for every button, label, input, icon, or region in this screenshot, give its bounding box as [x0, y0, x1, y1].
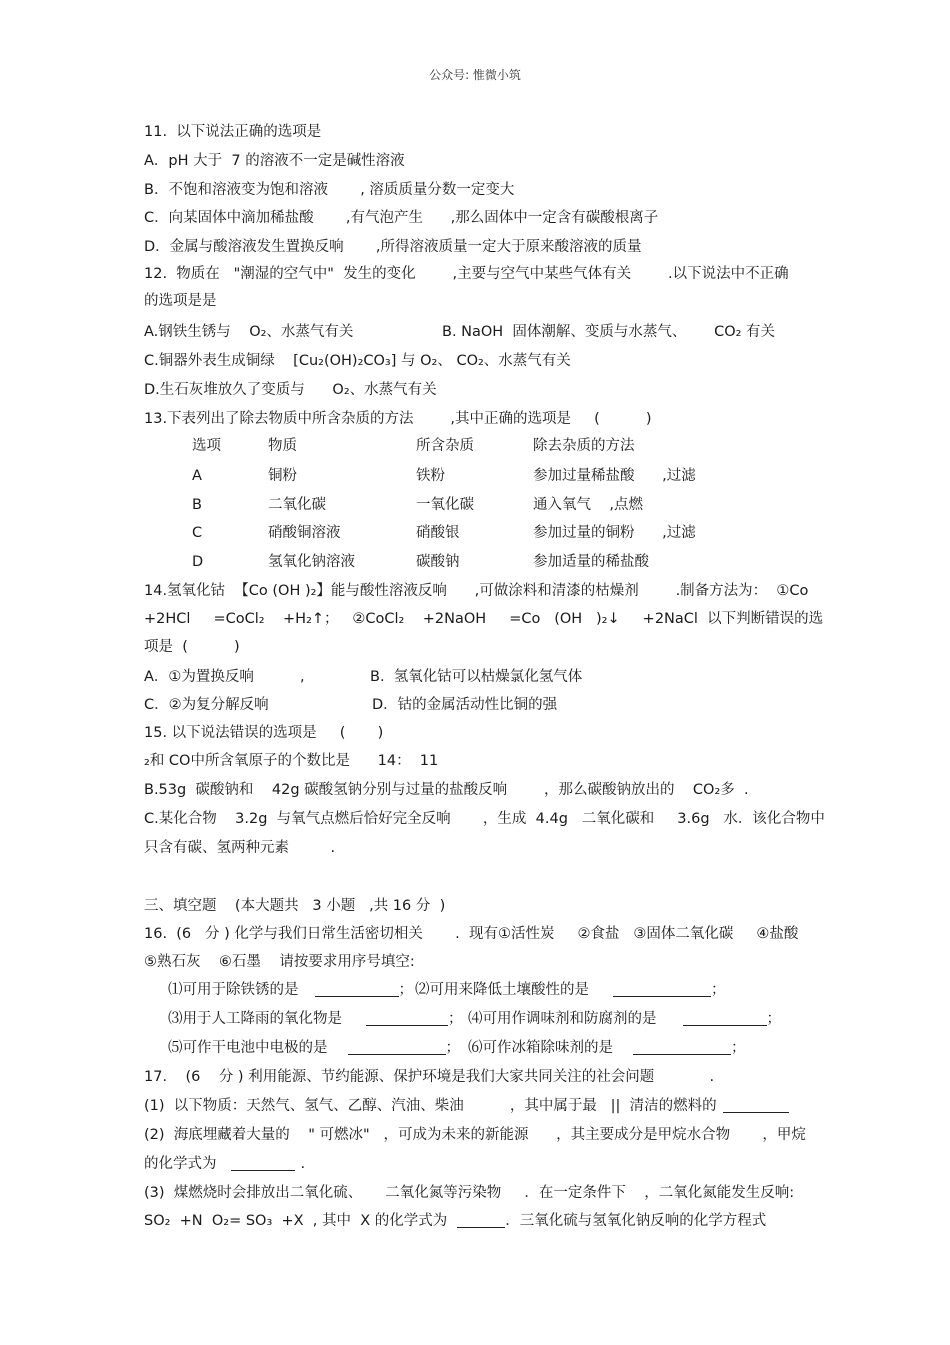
- answer-blank[interactable]: [315, 982, 399, 997]
- part-label: ⑴可用于除铁锈的是: [168, 982, 299, 998]
- q17-stem: 17. (6 分 ) 利用能源、节约能源、保护环境是我们大家共同关注的社会问题 .: [144, 1069, 715, 1085]
- part-text-end: ．三氧化硫与氢氧化钠反响的化学方程式: [505, 1213, 767, 1229]
- table-cell: 参加适量的稀盐酸: [533, 554, 649, 570]
- q11-option-a: A．pH 大于 7 的溶液不一定是碱性溶液: [144, 153, 405, 169]
- q16-part-1: [168, 981, 413, 999]
- table-header-cell: 所含杂质: [416, 438, 474, 454]
- answer-blank[interactable]: [348, 1040, 446, 1055]
- part-text: SO₂ +N O₂= SO₃ +X , 其中 X 的化学式为: [144, 1213, 448, 1229]
- q12-stem: 12. 物质在 "潮湿的空气中" 发生的变化 ,主要与空气中某些气体有关 .以下说法中不正确: [144, 266, 789, 282]
- q12-option-d: D.生石灰堆放久了变质与 O₂、水蒸气有关: [144, 382, 437, 398]
- table-cell: 碳酸钠: [416, 554, 460, 570]
- q11-option-b: B．不饱和溶液变为饱和溶液 , 溶质质量分数一定变大: [144, 182, 515, 198]
- separator: ；: [731, 1040, 746, 1056]
- q15-stem: 15. 以下说法错误的选项是 ( ): [144, 725, 384, 741]
- answer-blank[interactable]: [633, 1040, 731, 1055]
- q12-option-c: C.铜器外表生成铜绿 [Cu₂(OH)₂CO₃] 与 O₂、 CO₂、水蒸气有关: [144, 353, 571, 369]
- q15-option-c-cont: 只含有碳、氢两种元素 .: [144, 840, 336, 856]
- q14-option-a: A．①为置换反响 ,: [144, 669, 305, 685]
- answer-blank[interactable]: [457, 1213, 505, 1228]
- q17-part-2: (2) 海底埋藏着大量的 " 可燃冰" ，可成为未来的新能源 ，其主要成分是甲烷水合物 ，甲烷: [144, 1127, 806, 1143]
- q11-option-d: D．金属与酸溶液发生置换反响 ,所得溶液质量一定大于原来酸溶液的质量: [144, 239, 642, 255]
- table-cell: C: [192, 525, 203, 541]
- q16-part-5: [168, 1039, 460, 1057]
- q11-option-c: C．向某固体中滴加稀盐酸 ,有气泡产生 ,那么固体中一定含有碳酸根离子: [144, 210, 659, 226]
- q16-stem-cont: ⑤熟石灰 ⑥石墨 请按要求用序号填空:: [144, 954, 415, 970]
- separator: ；: [445, 1040, 460, 1056]
- answer-blank[interactable]: [613, 982, 711, 997]
- q14-stem: 14.氢氧化钴 【Co (OH )₂】能与酸性溶液反响 ,可做涂料和清漆的枯燥剂 .制备方法为： ①Co: [144, 583, 809, 599]
- table-cell: 氢氧化钠溶液: [268, 554, 355, 570]
- q12-option-a: A.钢铁生锈与 O₂、水蒸气有关: [144, 324, 354, 340]
- table-cell: 铁粉: [416, 468, 445, 484]
- answer-blank[interactable]: [366, 1011, 448, 1026]
- separator: ；: [398, 982, 413, 998]
- part-text: (1) 以下物质：天然气、氢气、乙醇、汽油、柴油 ，其中属于最 || 清洁的燃料的: [144, 1098, 717, 1114]
- section-title: 三、填空题 (本大题共 3 小题 ,共 16 分 ): [144, 898, 446, 914]
- q15-option-b: B.53g 碳酸钠和 42g 碳酸氢钠分别与过量的盐酸反响 ，那么碳酸钠放出的 CO₂多 .: [144, 782, 749, 798]
- q17-part-3: (3) 煤燃烧时会排放出二氧化硫、 二氧化氮等污染物 ．在一定条件下 ，二氧化氮能发生反响:: [144, 1185, 795, 1201]
- q14-stem-end: 项是 ( ): [144, 639, 240, 655]
- q11-stem: 11. 以下说法正确的选项是: [144, 124, 322, 140]
- part-label: ⑷可用作调味剂和防腐剂的是: [468, 1011, 657, 1027]
- q14-option-c: C．②为复分解反响: [144, 697, 269, 713]
- q17-part-2-cont: [144, 1155, 305, 1173]
- table-cell: 一氧化碳: [416, 497, 474, 513]
- table-cell: D: [192, 554, 204, 570]
- part-label: ⑸可作干电池中电极的是: [168, 1040, 328, 1056]
- q16-stem: 16. (6 分 ) 化学与我们日常生活密切相关 . 现有①活性炭 ②食盐 ③固体二氧化碳 ④盐酸: [144, 926, 799, 942]
- q14-option-b: B. 氢氧化钴可以枯燥氯化氢气体: [370, 669, 583, 685]
- answer-blank[interactable]: [723, 1098, 789, 1113]
- q12-stem-cont: 的选项是是: [144, 293, 217, 309]
- table-cell: 硝酸铜溶液: [268, 525, 341, 541]
- table-cell: 二氧化碳: [268, 497, 326, 513]
- q17-part-1: [144, 1097, 789, 1115]
- period: .: [300, 1156, 306, 1172]
- part-label: ⑹可作冰箱除味剂的是: [468, 1040, 613, 1056]
- table-cell: 参加过量稀盐酸 ,过滤: [533, 468, 696, 484]
- table-cell: 铜粉: [268, 468, 297, 484]
- part-label: ⑵可用来降低土壤酸性的是: [415, 982, 589, 998]
- table-header-cell: 物质: [268, 438, 297, 454]
- table-header-cell: 选项: [192, 438, 221, 454]
- table-cell: 硝酸银: [416, 525, 460, 541]
- answer-blank[interactable]: [683, 1011, 767, 1026]
- table-header-cell: 除去杂质的方法: [533, 438, 635, 454]
- q17-part-3-cont: [144, 1212, 766, 1230]
- q12-option-b: B. NaOH 固体潮解、变质与水蒸气、 CO₂ 有关: [442, 324, 776, 340]
- table-cell: 通入氧气 ,点燃: [533, 497, 644, 513]
- table-cell: 参加过量的铜粉 ,过滤: [533, 525, 696, 541]
- page-header: 公众号: 惟微小筑: [429, 68, 521, 82]
- q15-option-c: C.某化合物 3.2g 与氧气点燃后恰好完全反响 ，生成 4.4g 二氧化碳和 3.6g 水．该化合物中: [144, 811, 825, 827]
- q13-stem: 13.下表列出了除去物质中所含杂质的方法 ,其中正确的选项是 ( ): [144, 411, 652, 427]
- q16-part-6: [468, 1039, 746, 1057]
- q16-part-3: [168, 1010, 463, 1028]
- q16-part-4: [468, 1010, 781, 1028]
- separator: ；: [711, 982, 726, 998]
- table-cell: B: [192, 497, 202, 513]
- q14-stem-cont: +2HCl =CoCl₂ +H₂↑； ②CoCl₂ +2NaOH =Co (OH )₂↓ +2NaCl 以下判断错误的选: [144, 611, 824, 627]
- q14-option-d: D．钴的金属活动性比铜的强: [372, 697, 558, 713]
- table-cell: A: [192, 468, 202, 484]
- q15-option-a: ₂和 CO中所含氧原子的个数比是 14： 11: [144, 753, 439, 769]
- part-label: ⑶用于人工降雨的氧化物是: [168, 1011, 342, 1027]
- separator: ；: [766, 1011, 781, 1027]
- q16-part-2: [415, 981, 726, 999]
- separator: ；: [448, 1011, 463, 1027]
- part-text: 的化学式为: [144, 1156, 217, 1172]
- answer-blank[interactable]: [231, 1156, 295, 1171]
